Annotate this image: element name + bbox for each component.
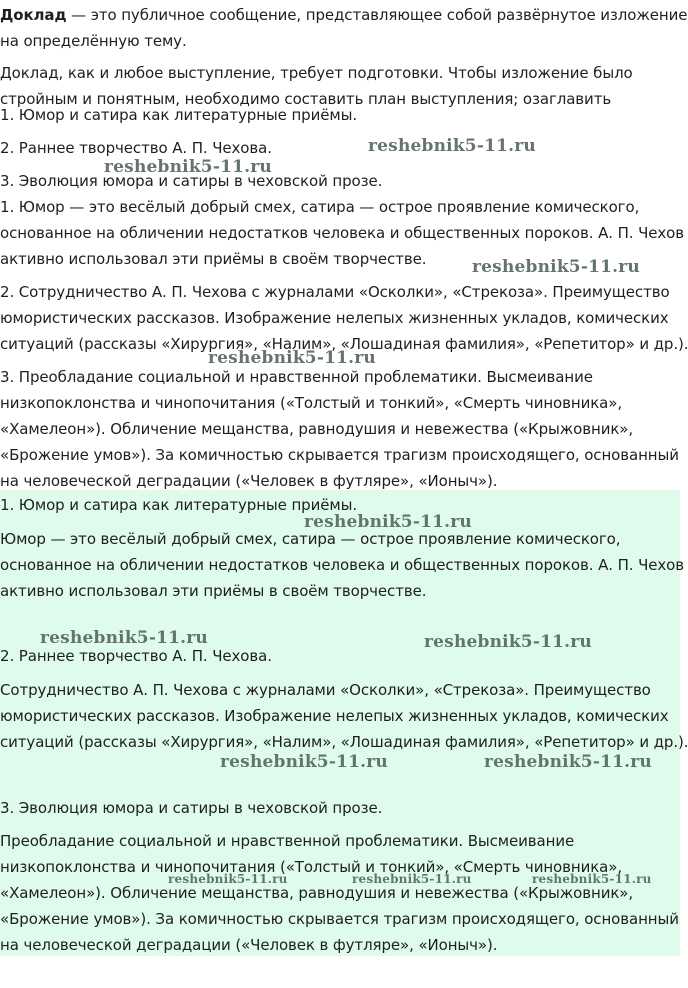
watermark: reshebnik5-11.ru: [484, 752, 652, 772]
watermark: reshebnik5-11.ru: [40, 628, 208, 648]
intro-para2-line-2-cut: стройным и понятным, необходимо составить план выступления; озаглавить: [0, 90, 612, 108]
answer-3-line-1: Преобладание социальной и нравственной проблематики. Высмеивание: [0, 832, 575, 850]
watermark: reshebnik5-11.ru: [472, 257, 640, 277]
intro-para2-line-1: Доклад, как и любое выступление, требует подготовки. Чтобы изложение было: [0, 64, 633, 82]
intro-line-1: [0, 2, 687, 28]
expanded-2-line-1: 2. Сотрудничество А. П. Чехова с журналами «Осколки», «Стрекоза». Преимущество: [0, 283, 670, 301]
watermark: reshebnik5-11.ru: [168, 872, 288, 886]
watermark: reshebnik5-11.ru: [352, 872, 472, 886]
intro-line-2: на определённую тему.: [0, 32, 187, 50]
plan-item-3: 3. Эволюция юмора и сатиры в чеховской прозе.: [0, 172, 383, 190]
answer-3-line-5: на человеческой деградации («Человек в футляре», «Ионыч»).: [0, 936, 498, 954]
expanded-1-line-2: основанное на обличении недостатков человека и общественных пороков. А. П. Чехов: [0, 224, 684, 242]
watermark: reshebnik5-11.ru: [368, 136, 536, 156]
answer-2-line-2: юмористических рассказов. Изображение нелепых жизненных укладов, комических: [0, 707, 669, 725]
expanded-2-line-2: юмористических рассказов. Изображение нелепых жизненных укладов, комических: [0, 309, 669, 327]
watermark: reshebnik5-11.ru: [424, 632, 592, 652]
answer-3-line-3: «Хамелеон»). Обличение мещанства, равнодушия и невежества («Крыжовник»,: [0, 884, 634, 902]
answer-1-line-1: Юмор — это весёлый добрый смех, сатира — острое проявление комического,: [0, 530, 621, 548]
expanded-3-line-5: на человеческой деградации («Человек в футляре», «Ионыч»).: [0, 472, 498, 490]
watermark: reshebnik5-11.ru: [220, 752, 388, 772]
answer-1-heading: 1. Юмор и сатира как литературные приёмы.: [0, 496, 357, 514]
expanded-3-line-2: низкопоклонства и чинопочитания («Толстый и тонкий», «Смерть чиновника»,: [0, 394, 623, 412]
expanded-3-line-3: «Хамелеон»). Обличение мещанства, равнодушия и невежества («Крыжовник»,: [0, 420, 634, 438]
answer-2-line-3: ситуаций (рассказы «Хирургия», «Налим», «Лошадиная фамилия», «Репетитор» и др.).: [0, 733, 688, 751]
expanded-2-line-3: ситуаций (рассказы «Хирургия», «Налим», «Лошадиная фамилия», «Репетитор» и др.).: [0, 335, 688, 353]
answer-2-heading: 2. Раннее творчество А. П. Чехова.: [0, 647, 272, 665]
answer-3-line-4: «Брожение умов»). За комичностью скрывается трагизм происходящего, основанный: [0, 910, 679, 928]
expanded-3-line-1: 3. Преобладание социальной и нравственной проблематики. Высмеивание: [0, 368, 593, 386]
expanded-3-line-4: «Брожение умов»). За комичностью скрывается трагизм происходящего, основанный: [0, 446, 679, 464]
watermark: reshebnik5-11.ru: [304, 512, 472, 532]
expanded-1-line-3: активно использовал эти приёмы в своём творчестве.: [0, 250, 427, 268]
expanded-1-line-1: 1. Юмор — это весёлый добрый смех, сатира — острое проявление комического,: [0, 198, 640, 216]
term-definition: — это публичное сообщение, представляющее собой развёрнутое изложение: [66, 6, 688, 24]
watermark: reshebnik5-11.ru: [208, 348, 376, 368]
watermark: reshebnik5-11.ru: [532, 872, 652, 886]
answer-3-line-2: низкопоклонства и чинопочитания («Толстый и тонкий», «Смерть чиновника»,: [0, 858, 623, 876]
answer-3-heading: 3. Эволюция юмора и сатиры в чеховской прозе.: [0, 799, 383, 817]
answer-2-line-1: Сотрудничество А. П. Чехова с журналами «Осколки», «Стрекоза». Преимущество: [0, 681, 651, 699]
term-bold: Доклад: [0, 6, 67, 24]
answer-1-line-2: основанное на обличении недостатков человека и общественных пороков. А. П. Чехов: [0, 556, 684, 574]
watermark: reshebnik5-11.ru: [104, 157, 272, 177]
plan-item-2: 2. Раннее творчество А. П. Чехова.: [0, 139, 272, 157]
plan-item-1: 1. Юмор и сатира как литературные приёмы.: [0, 106, 357, 124]
answer-1-line-3: активно использовал эти приёмы в своём творчестве.: [0, 582, 427, 600]
